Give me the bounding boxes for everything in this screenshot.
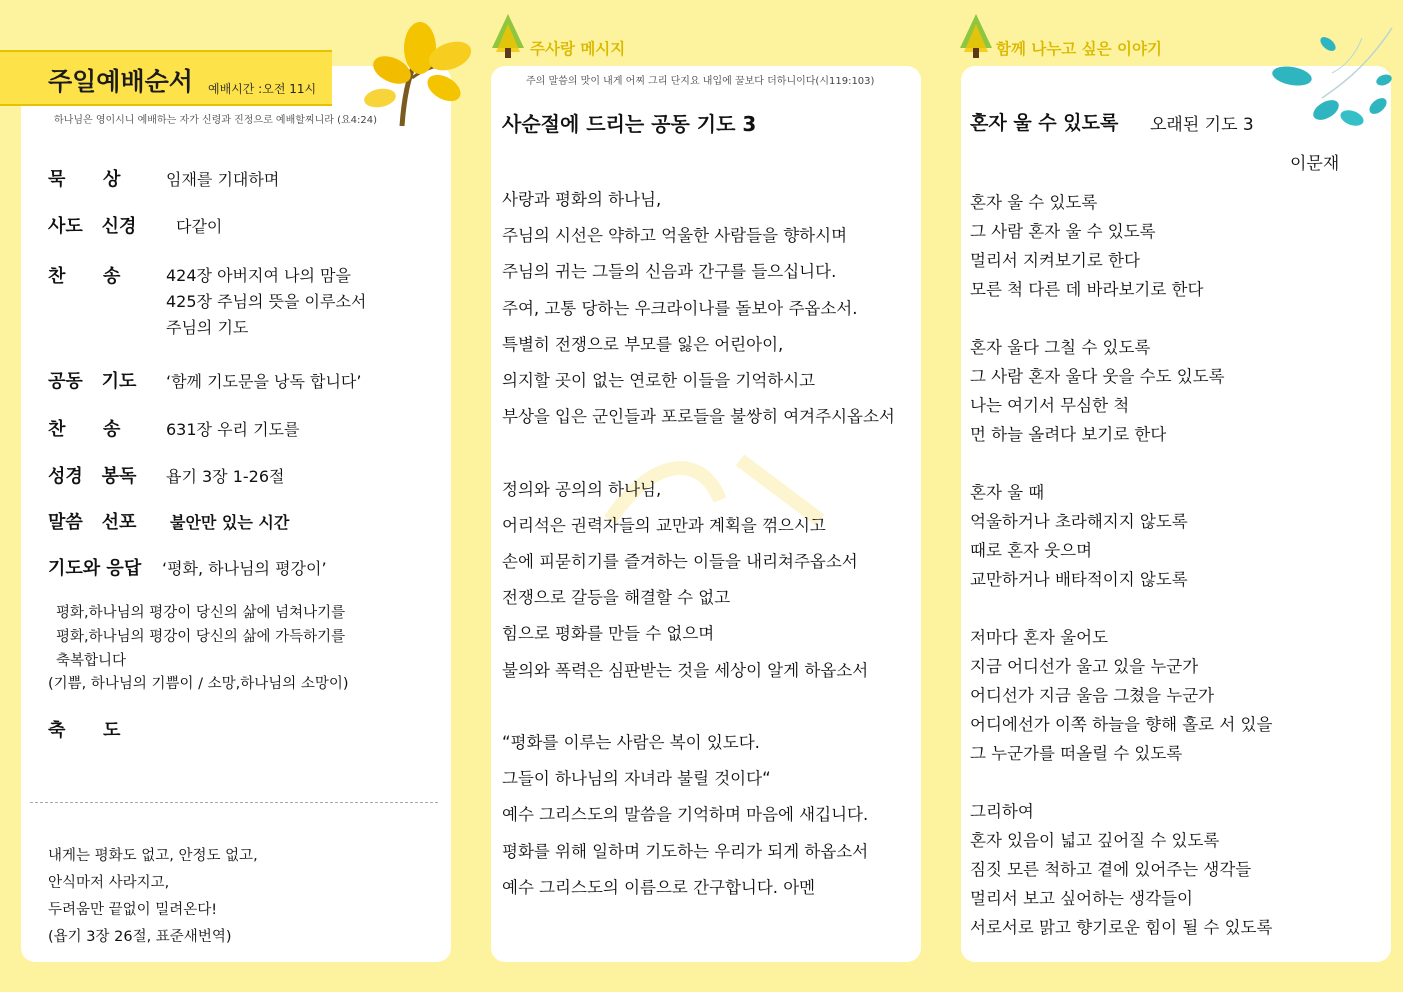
- prayer-line-11: 손에 피묻히기를 즐겨하는 이들을 내리쳐주옵소서: [502, 552, 858, 571]
- order-value-hymn-631: 631장 우리 기도를: [166, 420, 300, 439]
- page-title: 주일예배순서: [48, 67, 193, 96]
- right-author: 이문재: [1290, 154, 1340, 174]
- poem-line-12: 억울하거나 초라해지지 않도록: [970, 512, 1188, 531]
- poem-line-20: 그 누군가를 떠올릴 수 있도록: [970, 744, 1183, 763]
- order-label-creed: 사도 신경: [48, 216, 137, 237]
- prayer-line-9: 정의와 공의의 하나님,: [502, 479, 662, 499]
- prayer-line-1: 사랑과 평화의 하나님,: [502, 190, 662, 209]
- poem-line-23: 혼자 있음이 넓고 깊어질 수 있도록: [970, 831, 1220, 850]
- prayer-line-18: 예수 그리스도의 말씀을 기억하며 마음에 새깁니다.: [502, 805, 869, 825]
- poem-line-4: 모른 척 다른 데 바라보기로 한다: [970, 280, 1204, 299]
- prayer-line-16: “평화를 이루는 사람은 복이 있도다.: [502, 733, 760, 752]
- poem-line-6: 혼자 울다 그칠 수 있도록: [970, 338, 1151, 357]
- poem-line-16: 저마다 혼자 울어도: [970, 628, 1109, 647]
- poem-line-13: 때로 혼자 웃으며: [970, 541, 1093, 560]
- prayer-line-13: 힘으로 평화를 만들 수 없으며: [502, 624, 715, 644]
- order-value-sermon: 불안만 있는 시간: [170, 513, 290, 532]
- prayer-line-10: 어리석은 권력자들의 교만과 계획을 꺾으시고: [502, 515, 826, 535]
- poem-line-9: 먼 하늘 올려다 보기로 한다: [970, 425, 1167, 444]
- order-label-hymn-2: 찬 송: [48, 419, 121, 440]
- benediction-label: 축 도: [48, 720, 121, 741]
- prayer-line-5: 특별히 전쟁으로 부모를 잃은 어린아이,: [502, 334, 784, 354]
- service-time: 예배시간 :오전 11시: [208, 82, 317, 96]
- closing-line-4: (욥기 3장 26절, 표준새번역): [48, 929, 232, 945]
- response-line-1: 평화,하나님의 평강이 당신의 삶에 넘쳐나기를: [56, 605, 346, 621]
- poem-line-19: 어디에선가 이쪽 하늘을 향해 홀로 서 있을: [970, 715, 1273, 734]
- middle-verse: 주의 말씀의 맛이 내게 어찌 그리 단지요 내입에 꿀보다 더하니이다(시119:103): [526, 76, 875, 87]
- teal-leaves-icon: [1262, 18, 1403, 143]
- poem-line-3: 멀리서 지켜보기로 한다: [970, 251, 1140, 270]
- order-value-hymn-3: 주님의 기도: [166, 318, 249, 337]
- order-value-common-prayer: ‘함께 기도문을 낭독 합니다’: [166, 372, 362, 391]
- order-label-hymn: 찬 송: [48, 266, 121, 287]
- order-value-creed: 다같이: [176, 217, 223, 236]
- poem-line-14: 교만하거나 배타적이지 않도록: [970, 570, 1188, 589]
- divider: [30, 802, 438, 803]
- prayer-line-14: 불의와 폭력은 심판받는 것을 세상이 알게 하옵소서: [502, 660, 869, 680]
- prayer-line-17: 그들이 하나님의 자녀라 불릴 것이다“: [502, 769, 771, 789]
- order-label-response: 기도와 응답: [48, 558, 142, 579]
- poem-line-8: 나는 여기서 무심한 척: [970, 396, 1130, 415]
- closing-line-3: 두려움만 끝없이 밀려온다!: [48, 902, 218, 918]
- order-value-response: ‘평화, 하나님의 평강이’: [162, 559, 327, 578]
- order-label-scripture: 성경 봉독: [48, 466, 137, 487]
- poem-line-17: 지금 어디선가 울고 있을 누군가: [970, 657, 1199, 676]
- poem-line-26: 서로서로 맑고 향기로운 힘이 될 수 있도록: [970, 918, 1273, 937]
- closing-line-2: 안식마저 사라지고,: [48, 875, 170, 891]
- prayer-line-7: 부상을 입은 군인들과 포로들을 불쌍히 여겨주시옵소서: [502, 407, 895, 427]
- order-value-hymn-2: 425장 주님의 뜻을 이루소서: [166, 292, 367, 311]
- order-value-meditation: 임재를 기대하며: [166, 170, 280, 189]
- prayer-line-6: 의지할 곳이 없는 연로한 이들을 기억하시고: [502, 371, 816, 390]
- prayer-line-20: 예수 그리스도의 이름으로 간구합니다. 아멘: [502, 877, 816, 897]
- poem-line-24: 짐짓 모른 척하고 곁에 있어주는 생각들: [970, 860, 1252, 879]
- prayer-line-19: 평화를 위해 일하며 기도하는 우리가 되게 하옵소서: [502, 841, 869, 861]
- poem-line-1: 혼자 울 수 있도록: [970, 193, 1098, 212]
- response-line-2: 평화,하나님의 평강이 당신의 삶에 가득하기를: [56, 629, 346, 645]
- order-label-common-prayer: 공동 기도: [48, 371, 137, 392]
- closing-line-1: 내게는 평화도 없고, 안정도 없고,: [48, 848, 258, 864]
- tree-logo-icon: [960, 14, 994, 60]
- response-line-3: 축복합니다: [56, 653, 127, 669]
- response-line-4: (기쁨, 하나님의 기쁨이 / 소망,하나님의 소망이): [48, 676, 349, 692]
- order-value-scripture: 욥기 3장 1-26절: [166, 467, 285, 486]
- poem-line-11: 혼자 울 때: [970, 483, 1045, 502]
- prayer-line-4: 주여, 고통 당하는 우크라이나를 돌보아 주옵소서.: [502, 298, 858, 318]
- right-section-title: 함께 나누고 싶은 이야기: [996, 40, 1162, 58]
- middle-title: 사순절에 드리는 공동 기도 3: [502, 112, 757, 136]
- order-value-hymn-1: 424장 아버지여 나의 맘을: [166, 266, 351, 285]
- order-label-sermon: 말씀 선포: [48, 512, 137, 533]
- poem-line-7: 그 사람 혼자 울다 웃을 수도 있도록: [970, 367, 1225, 386]
- poem-line-25: 멀리서 보고 싶어하는 생각들이: [970, 889, 1193, 908]
- poem-line-18: 어디선가 지금 울음 그쳤을 누군가: [970, 686, 1215, 705]
- poem-line-2: 그 사람 혼자 울 수 있도록: [970, 222, 1156, 241]
- right-title: 혼자 울 수 있도록: [970, 112, 1119, 134]
- tree-logo-icon: [492, 14, 526, 60]
- middle-section-title: 주사랑 메시지: [530, 40, 626, 58]
- order-label-meditation: 묵 상: [48, 169, 121, 190]
- prayer-line-12: 전쟁으로 갈등을 해결할 수 없고: [502, 588, 731, 608]
- poem-line-22: 그리하여: [970, 802, 1034, 821]
- left-verse: 하나님은 영이시니 예배하는 자가 신령과 진정으로 예배할찌니라 (요4:24): [54, 115, 377, 126]
- prayer-line-2: 주님의 시선은 약하고 억울한 사람들을 향하시며: [502, 226, 848, 246]
- yellow-tree-icon: [360, 18, 480, 128]
- right-subtitle: 오래된 기도 3: [1150, 115, 1254, 135]
- prayer-line-3: 주님의 귀는 그들의 신음과 간구를 들으십니다.: [502, 262, 837, 282]
